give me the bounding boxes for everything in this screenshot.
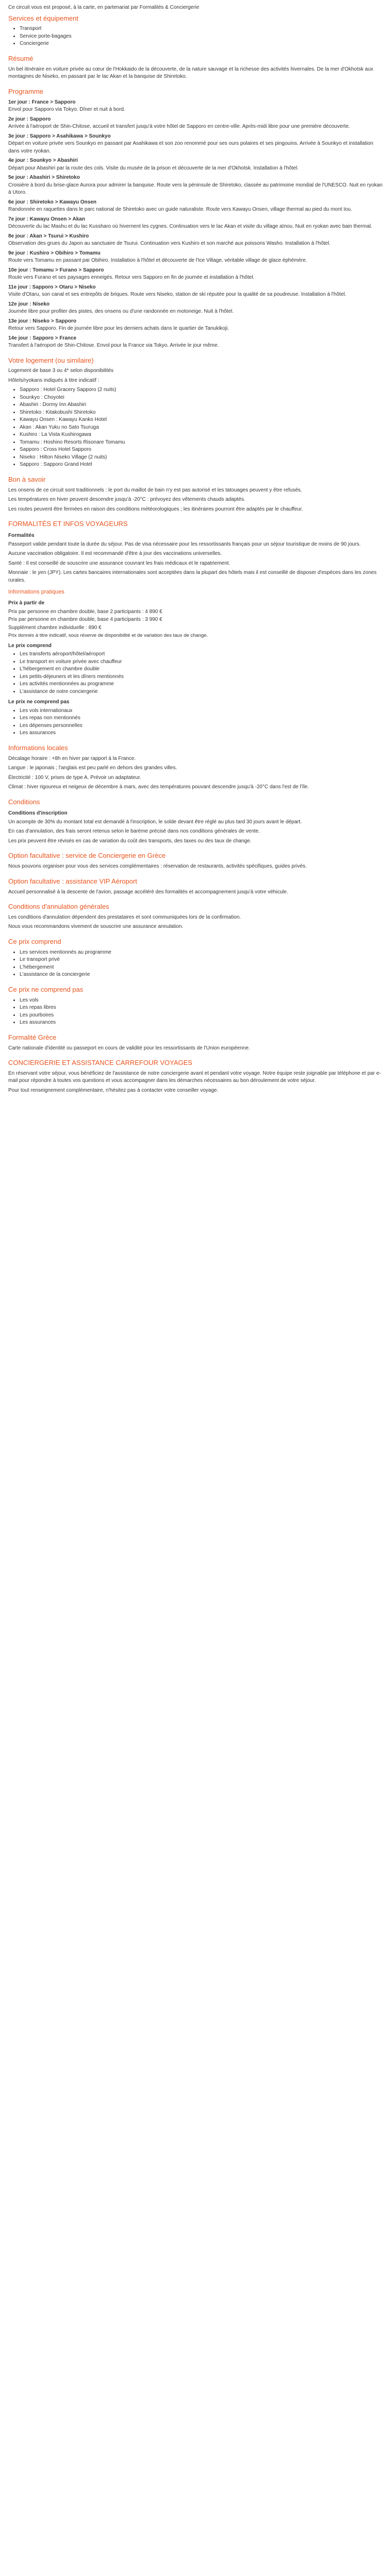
price-line: Prix par personne en chambre double, base 2 participants : 4 890 € (8, 608, 162, 615)
resume-title: Résumé (8, 54, 34, 62)
services-item: • Conciergerie (20, 40, 383, 48)
program-day (8, 133, 383, 156)
hotels-title: Votre logement (ou similaire) (8, 356, 94, 364)
hotel-item: • Sapporo : Sapporo Grand Hotel (20, 461, 383, 469)
price-note: Prix donnés à titre indicatif, sous réserve de disponibilité et de variation des taux de change. (8, 633, 208, 638)
program-day-text: Journée libre pour profiter des pistes, des onsens ou d'une randonnée en motoneige. Nuit à l'hôtel. (8, 309, 234, 315)
program-day (8, 157, 383, 172)
program-day (8, 233, 383, 248)
price-include-item: • Les activités mentionnées au programme (20, 681, 383, 688)
program-day (8, 199, 383, 214)
price-exclude-item: • Les repas non mentionnés (20, 715, 383, 722)
program-day-title: 14e jour : Sapporo > France (8, 335, 76, 341)
bonasavoir-paragraph: Les routes peuvent être fermées en raison des conditions météorologiques ; les itinéraires pourront être adaptés par le chauffeur. (8, 506, 303, 512)
conditions-paragraph: Un acompte de 30% du montant total est demandé à l'inscription, le solde devant être réglé au plus tard 30 jours avant le départ. (8, 819, 302, 825)
option-title: Option facultative : assistance VIP Aéroport (8, 877, 137, 885)
hotel-item: • Sapporo : Cross Hotel Sapporo (20, 446, 383, 454)
program-day (8, 335, 383, 350)
concierge-text: En réservant votre séjour, vous bénéficiez de l'assistance de notre conciergerie avant et pendant votre voyage. Notre équipe reste joignable par téléphone et par e-mail pour répondre à toutes vos questions et vous accompagner dans les démarches nécessaires au bon déroulement de votre séjour. (8, 1070, 381, 1084)
programme-title: Programme (8, 87, 43, 95)
price-line: Supplément chambre individuelle : 890 € (8, 624, 102, 631)
price-exclude-item: • Les vols internationaux (20, 707, 383, 715)
hotel-item: • Shiretoko : Kitakobushi Shiretoko (20, 409, 383, 417)
prices-subtitle: Prix à partir de (8, 600, 45, 606)
general-conditions-paragraph: Nous vous recommandons vivement de souscrire une assurance annulation. (8, 924, 184, 930)
hotel-item: • Tomamu : Hoshino Resorts Risonare Tomamu (20, 439, 383, 447)
option-text: Accueil personnalisé à la descente de l'avion, passage accéléré des formalités et accompagnement jusqu'à votre véhicule. (8, 889, 288, 895)
program-day-text: Départ en voiture privée vers Sounkyo en passant par Asahikawa et son zoo renommé pour ses ours polaires et ses pingouins. Arrivée à Sounkyo et installation dans votre ryokan. (8, 141, 373, 154)
hotel-item: • Niseko : Hilton Niseko Village (2 nuits) (20, 454, 383, 462)
concierge-title: CONCIERGERIE ET ASSISTANCE CARREFOUR VOYAGES (8, 1059, 192, 1067)
notincluded-item: • Les vols (20, 997, 383, 1005)
price-line: Prix par personne en chambre double, base 4 participants : 3 990 € (8, 617, 162, 622)
formalite-text: Carte nationale d'identité ou passeport en cours de validité pour les ressortissants de l'Union européenne. (8, 1045, 250, 1051)
formalites-paragraph: Passeport valide pendant toute la durée du séjour. Pas de visa nécessaire pour les ressortissants français pour un séjour touristique de moins de 90 jours. (8, 541, 361, 547)
price-exclude-item: • Les dépenses personnelles (20, 722, 383, 730)
concierge-text: Pour tout renseignement complémentaire, n'hésitez pas à contacter votre conseiller voyage. (8, 1087, 219, 1093)
program-day-title: 13e jour : Niseko > Sapporo (8, 318, 76, 324)
hotel-item: • Kushiro : La Vista Kushirogawa (20, 431, 383, 439)
formalites-paragraph: Monnaie : le yen (JPY). Les cartes bancaires internationales sont acceptées dans la plupart des hôtels mais il est conseillé de disposer d'espèces dans les zones rurales. (8, 570, 377, 583)
conditions-title: Conditions (8, 798, 40, 806)
formalites-subtitle: Formalités (8, 533, 35, 539)
program-day (8, 116, 383, 131)
hotel-item: • Sapporo : Hotel Gracery Sapporo (2 nuits) (20, 386, 383, 394)
program-day-text: Retour vers Sapporo. Fin de journée libre pour les derniers achats dans le quartier de Tanukikoji. (8, 326, 229, 332)
program-day-title: 1er jour : France > Sapporo (8, 99, 76, 105)
hotel-item: • Sounkyo : Choyotei (20, 394, 383, 402)
hotel-item: • Kawayu Onsen : Kawayu Kanko Hotel (20, 416, 383, 424)
program-day (8, 318, 383, 333)
conditions-paragraph: En cas d'annulation, des frais seront retenus selon le barème précisé dans nos conditions générales de vente. (8, 828, 260, 835)
program-day-text: Départ pour Abashiri par la route des cols. Visite du musée de la prison et découverte de la mer d'Okhotsk. Installation à l'hôtel. (8, 165, 299, 171)
info-paragraph: Décalage horaire : +8h en hiver par rapport à la France. (8, 755, 136, 761)
program-day-text: Visite d'Otaru, son canal et ses entrepôts de briques. Route vers Niseko, station de ski réputée pour la qualité de sa poudreuse. Installation à l'hôtel. (8, 292, 347, 298)
option-title: Option facultative : service de Conciergerie en Grèce (8, 852, 166, 860)
hotel-item: • Abashiri : Dormy Inn Abashiri (20, 401, 383, 409)
program-day (8, 284, 383, 299)
price-include-item: • L'assistance de notre conciergerie (20, 688, 383, 696)
program-day-text: Observation des grues du Japon au sanctuaire de Tsurui. Continuation vers Kushiro et son marché aux poissons Washo. Installation à l'hôtel. (8, 241, 331, 247)
resume-text: Un bel itinéraire en voiture privée au cœur de l'Hokkaido de la découverte, de la nature sauvage et la richesse des activités hivernales. De la mer d'Okhotsk aux montagnes de Niseko, en passant par le lac Akan et la banquise de Shiretoko. (8, 66, 373, 80)
formalite-title: Formalité Grèce (8, 1033, 57, 1041)
program-day-title: 11e jour : Sapporo > Otaru > Niseko (8, 284, 96, 290)
price-excludes-list (8, 707, 383, 737)
notincluded-item: • Les pourboires (20, 1012, 383, 1020)
general-conditions-title: Conditions d'annulation générales (8, 903, 109, 911)
conditions-paragraph: Les prix peuvent être révisés en cas de variation du coût des transports, des taxes ou des taux de change. (8, 838, 252, 844)
formalites-title: FORMALITÉS ET INFOS VOYAGEURS (8, 520, 128, 528)
program-day-text: Croisière à bord du brise-glace Aurora pour admirer la banquise. Route vers la péninsule de Shiretoko, classée au patrimoine mondial de l'UNESCO. Nuit en ryokan à Utoro. (8, 182, 383, 196)
program-day-title: 10e jour : Tomamu > Furano > Sapporo (8, 267, 104, 273)
price-includes-list (8, 651, 383, 696)
conditions-subtitle: Conditions d'inscription (8, 810, 68, 817)
program-day-title: 5e jour : Abashiri > Shiretoko (8, 175, 80, 181)
program-day (8, 267, 383, 282)
notincluded-item: • Les assurances (20, 1019, 383, 1027)
program-day-text: Route vers Furano et ses paysages enneigés. Retour vers Sapporo en fin de journée et installation à l'hôtel. (8, 275, 255, 281)
program-day-title: 8e jour : Akan > Tsurui > Kushiro (8, 233, 89, 239)
price-include-item: • L'hébergement en chambre double (20, 666, 383, 673)
program-day-title: 4e jour : Sounkyo > Abashiri (8, 158, 78, 164)
program-day-text: Découverte du lac Mashu et du lac Kussharo où hivernent les cygnes. Continuation vers le lac Akan et visite du village aïnou. Nuit en ryokan avec bain thermal. (8, 224, 372, 230)
notincluded-title: Ce prix ne comprend pas (8, 985, 84, 993)
bonasavoir-paragraph: Les onsens de ce circuit sont traditionnels : le port du maillot de bain n'y est pas autorisé et les tatouages peuvent y être refusés. (8, 487, 302, 493)
included-item: • L'hébergement (20, 964, 383, 972)
program-day-title: 9e jour : Kushiro > Obihiro > Tomamu (8, 250, 101, 256)
info-paragraph: Climat : hiver rigoureux et neigeux de décembre à mars, avec des températures pouvant descendre jusqu'à -20°C dans l'est de l'île. (8, 784, 309, 790)
services-item: • Service porte-bagages (20, 33, 383, 41)
price-include-item: • Le transport en voiture privée avec chauffeur (20, 658, 383, 666)
document-page (0, 0, 391, 1107)
price-excludes-title: Le prix ne comprend pas (8, 699, 70, 705)
notincluded-item: • Les repas libres (20, 1004, 383, 1012)
hotel-item: • Akan : Akan Yuku no Sato Tsuruga (20, 424, 383, 432)
program-day (8, 250, 383, 265)
formalites-paragraph: Aucune vaccination obligatoire. Il est recommandé d'être à jour des vaccinations universelles. (8, 551, 222, 557)
included-item: • L'assistance de la conciergerie (20, 971, 383, 979)
included-list (8, 949, 383, 979)
bonasavoir-title: Bon à savoir (8, 475, 46, 483)
program-day-text: Transfert à l'aéroport de Shin-Chitose. Envol pour la France via Tokyo. Arrivée le jour même. (8, 343, 219, 349)
formalites-paragraph: Santé : Il est conseillé de souscrire une assurance couvrant les frais médicaux et le rapatriement. (8, 560, 231, 566)
services-list (8, 25, 383, 48)
price-includes-title: Le prix comprend (8, 642, 52, 649)
program-day-title: 12e jour : Niseko (8, 301, 50, 307)
services-item: • Transport (20, 25, 383, 33)
included-title: Ce prix comprend (8, 937, 61, 945)
program-day-title: 3e jour : Sapporo > Asahikawa > Sounkyo (8, 133, 111, 139)
general-conditions-paragraph: Les conditions d'annulation dépendent des prestataires et sont communiquées lors de la confirmation. (8, 914, 241, 920)
intro-text: Ce circuit vous est proposé, à la carte, en partenariat par Formalités & Conciergerie (8, 5, 200, 10)
notincluded-list (8, 997, 383, 1027)
program-day-text: Arrivée à l'aéroport de Shin-Chitose, accueil et transfert jusqu'à votre hôtel de Sapporo en centre-ville. Après-midi libre pour une première découverte. (8, 124, 350, 130)
included-item: • Le transport privé (20, 956, 383, 964)
program-day (8, 216, 383, 231)
program-day-title: 6e jour : Shiretoko > Kawayu Onsen (8, 199, 96, 205)
program-day (8, 301, 383, 316)
info-title: Informations locales (8, 743, 68, 752)
price-include-item: • Les petits-déjeuners et les dîners mentionnés (20, 673, 383, 681)
program-day-text: Randonnée en raquettes dans le parc national de Shiretoko avec un guide naturaliste. Route vers Kawayu Onsen, village thermal au pied du mont Iou. (8, 207, 352, 213)
program-day-title: 7e jour : Kawayu Onsen > Akan (8, 216, 85, 222)
prices-title: Informations pratiques (8, 589, 64, 596)
hotels-note: Hôtels/ryokans indiqués à titre indicatif : (8, 377, 100, 383)
info-paragraph: Langue : le japonais ; l'anglais est peu parlé en dehors des grandes villes. (8, 765, 177, 771)
program-day-title: 2e jour : Sapporo (8, 116, 51, 122)
program-day-text: Route vers Tomamu en passant par Obihiro. Installation à l'hôtel et découverte de l'Ice Village, véritable village de glace éphémère. (8, 258, 307, 264)
info-paragraph: Électricité : 100 V, prises de type A. Prévoir un adaptateur. (8, 774, 141, 781)
included-item: • Les services mentionnés au programme (20, 949, 383, 957)
programme-days (8, 99, 383, 350)
price-include-item: • Les transferts aéroport/hôtel/aéroport (20, 651, 383, 658)
program-day-text: Envol pour Sapporo via Tokyo. Dîner et nuit à bord. (8, 107, 125, 113)
program-day (8, 174, 383, 197)
program-day (8, 99, 383, 114)
price-exclude-item: • Les assurances (20, 730, 383, 737)
services-title: Services et équipement (8, 14, 78, 22)
option-text: Nous pouvons organiser pour vous des services complémentaires : réservation de restaurants, activités spécifiques, guides privés. (8, 863, 307, 870)
bonasavoir-paragraph: Les températures en hiver peuvent descendre jusqu'à -20°C : prévoyez des vêtements chauds adaptés. (8, 497, 246, 503)
hotels-list (8, 386, 383, 469)
hotels-subtitle: Logement de base 3 ou 4* selon disponibilités (8, 368, 114, 374)
